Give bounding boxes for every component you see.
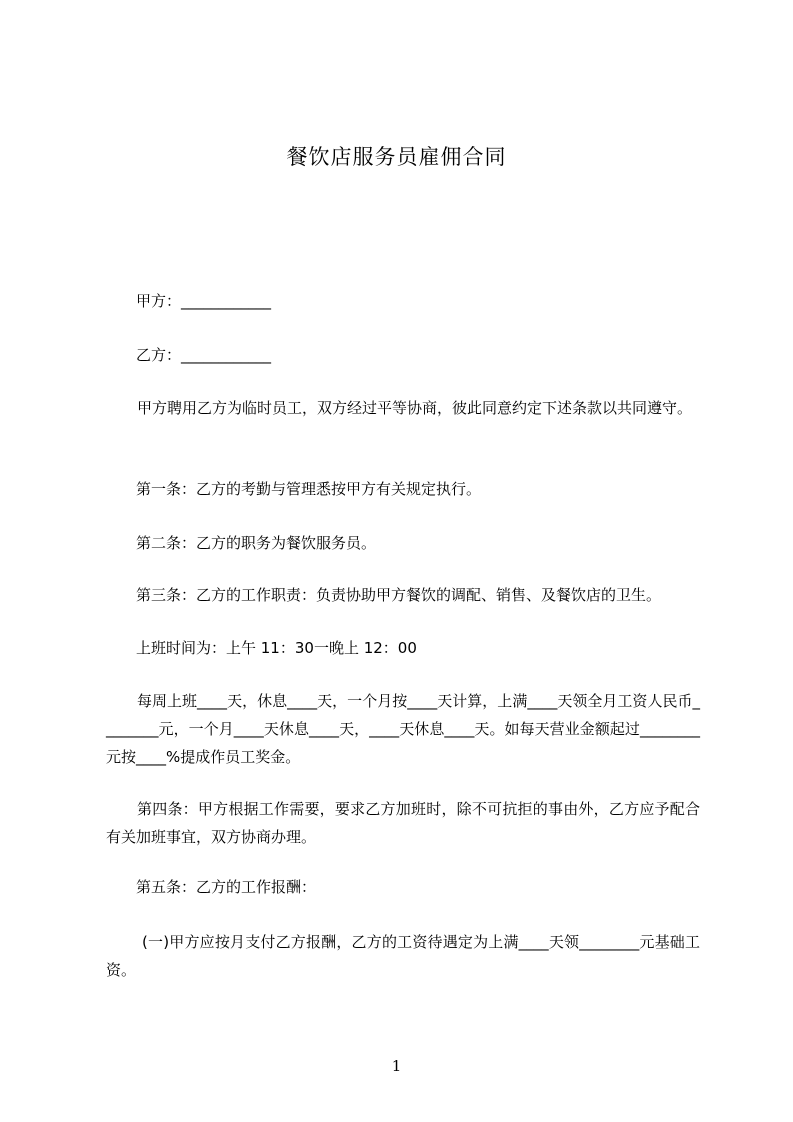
article-5: 第五条：乙方的工作报酬： [136,878,317,896]
article-3: 第三条：乙方的工作职责：负责协助甲方餐饮的调配、销售、及餐饮店的卫生。 [136,586,662,604]
work-hours-line: 上班时间为：上午 11：30一晚上 12：00 [136,639,417,657]
party-a-line: 甲方：____________ [136,292,272,310]
page-number: 1 [391,1057,402,1075]
article-4: 第四条：甲方根据工作需要，要求乙方加班时，除不可抗拒的事由外，乙方应予配合有关加班事宜，双方协商办理。 [106,800,700,846]
preamble-paragraph: 甲方聘用乙方为临时员工，双方经过平等协商，彼此同意约定下述条款以共同遵守。 [137,399,693,417]
schedule-paragraph: 每周上班____天，休息____天，一个月按____天计算，上满____天领全月工资人民币________元，一个月____天休息____天，____天休息____天。如每天营业金额起过________元按____%提成作员工奖金。 [106,692,700,766]
party-b-line: 乙方：____________ [136,346,272,364]
document-title: 餐饮店服务员雇佣合同 [286,145,507,169]
article-1: 第一条：乙方的考勤与管理悉按甲方有关规定执行。 [136,480,482,498]
clause-5-1: (一)甲方应按月支付乙方报酬，乙方的工资待遇定为上满____天领________元基础工资。 [106,933,700,979]
article-2: 第二条：乙方的职务为餐饮服务员。 [136,534,377,552]
